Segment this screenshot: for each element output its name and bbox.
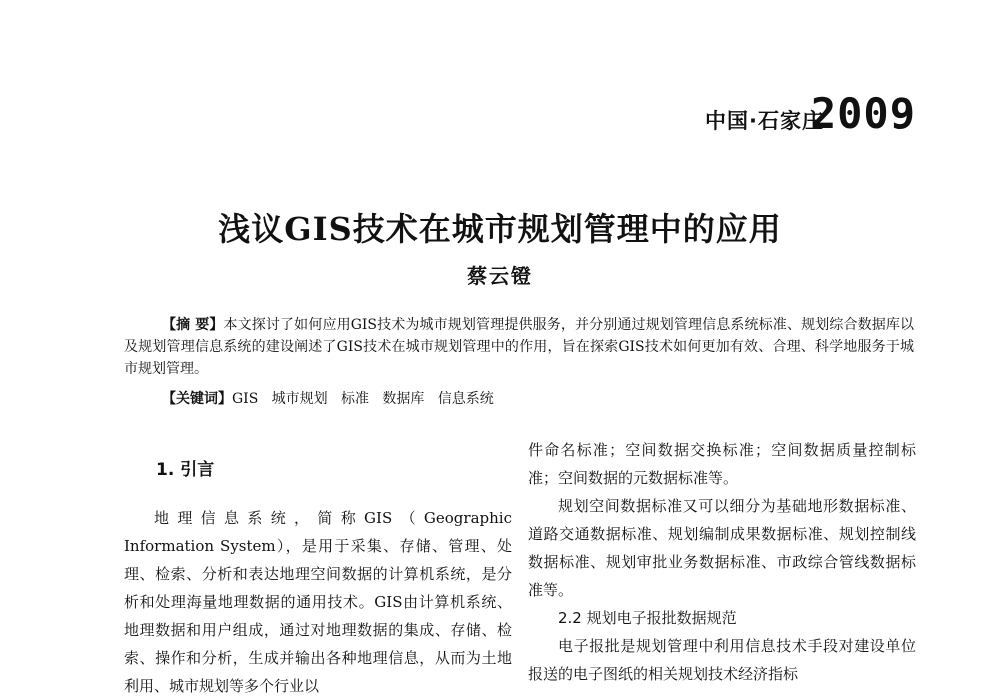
- paper-title: 浅议GIS技术在城市规划管理中的应用: [218, 210, 782, 248]
- abstract-label: 【摘 要】: [162, 317, 224, 333]
- keywords: [162, 388, 922, 410]
- section-heading-introduction: 1. 引言: [156, 460, 215, 480]
- subsection-heading-e-approval: 2.2 规划电子报批数据规范: [558, 609, 737, 627]
- introduction-paragraph: 地理信息系统，简称GIS（Geographic Information System），是用于采集、存储、管理、处理、检索、分析和表达地理空间数据的计算机系统，是分析和处理海量地理数据的通用技术。GIS由计算机系统、地理数据和用户组成，通过对地理数据的集成、存储、检索、操作和分析，生成并输出各种地理信息，从而为土地利用、城市规划等多个行业以: [124, 509, 512, 695]
- conference-location: 中国·石家庄: [705, 109, 824, 133]
- e-approval-paragraph: 电子报批是规划管理中利用信息技术手段对建设单位报送的电子图纸的相关规划技术经济指标: [528, 637, 916, 683]
- conference-year: 2009: [810, 89, 916, 138]
- left-column: [124, 436, 512, 700]
- right-column: [528, 436, 916, 688]
- keywords-label: 【关键词】: [162, 391, 232, 407]
- paper-author: 蔡云镫: [467, 264, 533, 288]
- abstract: [124, 314, 914, 380]
- spatial-data-standards-paragraph: 规划空间数据标准又可以细分为基础地形数据标准、道路交通数据标准、规划编制成果数据标准、规划控制线数据标准、规划审批业务数据标准、市政综合管线数据标准等。: [528, 497, 916, 599]
- abstract-text: 本文探讨了如何应用GIS技术为城市规划管理提供服务，并分别通过规划管理信息系统标准、规划综合数据库以及规划管理信息系统的建设阐述了GIS技术在城市规划管理中的作用，旨在探索GIS技术如何更加有效、合理、科学地服务于城市规划管理。: [124, 317, 914, 377]
- standards-paragraph-continued: 件命名标准；空间数据交换标准；空间数据质量控制标准；空间数据的元数据标准等。: [528, 441, 916, 487]
- keywords-text: GIS 城市规划 标准 数据库 信息系统: [232, 391, 494, 407]
